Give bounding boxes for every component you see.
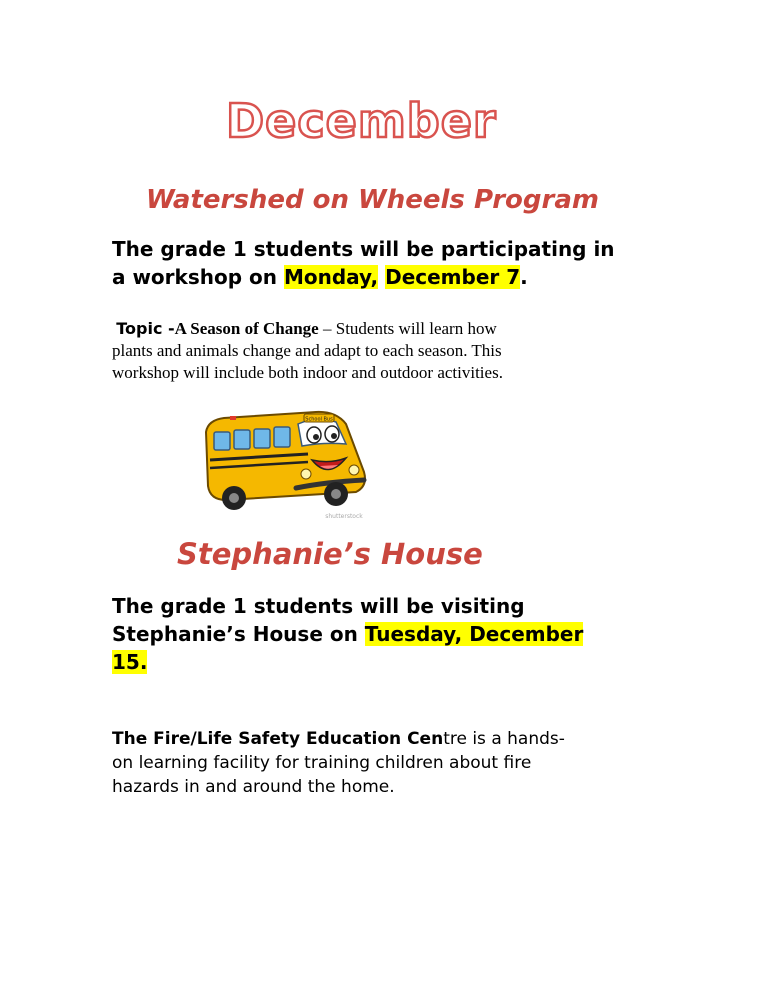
watershed-intro-prefix: a workshop on [112, 265, 284, 289]
school-bus-icon [196, 402, 382, 522]
stephanie-intro-prefix: Stephanie’s House on [112, 622, 365, 646]
fire-line1-rest: tre is a hands- [443, 729, 565, 749]
watershed-intro-line1: The grade 1 students will be participating in [112, 237, 615, 261]
bus-sign-text: School Bus [305, 416, 333, 423]
watershed-title: Watershed on Wheels Program [146, 185, 599, 215]
fire-line2: on learning facility for training children about fire [112, 753, 532, 773]
watershed-intro-line2 [112, 263, 615, 291]
workshop-date: December 7 [385, 265, 521, 289]
watershed-intro [112, 235, 615, 291]
fire-centre-name: The Fire/Life Safety Education Cen [112, 729, 444, 749]
topic-line3: workshop will include both indoor and outdoor activities. [112, 363, 503, 382]
stephanie-intro-line1: The grade 1 students will be visiting [112, 594, 525, 618]
fire-line3: hazards in and around the home. [112, 777, 395, 797]
fire-safety-paragraph [112, 727, 672, 799]
month-title: December [226, 94, 497, 148]
topic-paragraph [112, 318, 732, 384]
topic-line2: plants and animals change and adapt to each season. This [112, 341, 502, 360]
fire-line1 [112, 727, 672, 751]
stephanie-intro-line2 [112, 620, 583, 648]
bus-watermark: shutterstock [325, 513, 363, 520]
visit-date-day: 15. [112, 650, 148, 674]
topic-line1-rest: – Students will learn how [318, 319, 497, 338]
stephanie-intro-line3 [112, 648, 583, 676]
stephanie-intro [112, 592, 583, 676]
workshop-period: . [520, 265, 528, 289]
topic-name: A Season of Change [174, 319, 319, 338]
stephanie-title: Stephanie’s House [177, 537, 483, 571]
topic-line1 [112, 318, 732, 340]
visit-date: Tuesday, December [364, 622, 584, 646]
workshop-day: Monday, [283, 265, 379, 289]
topic-label: Topic - [116, 319, 175, 338]
